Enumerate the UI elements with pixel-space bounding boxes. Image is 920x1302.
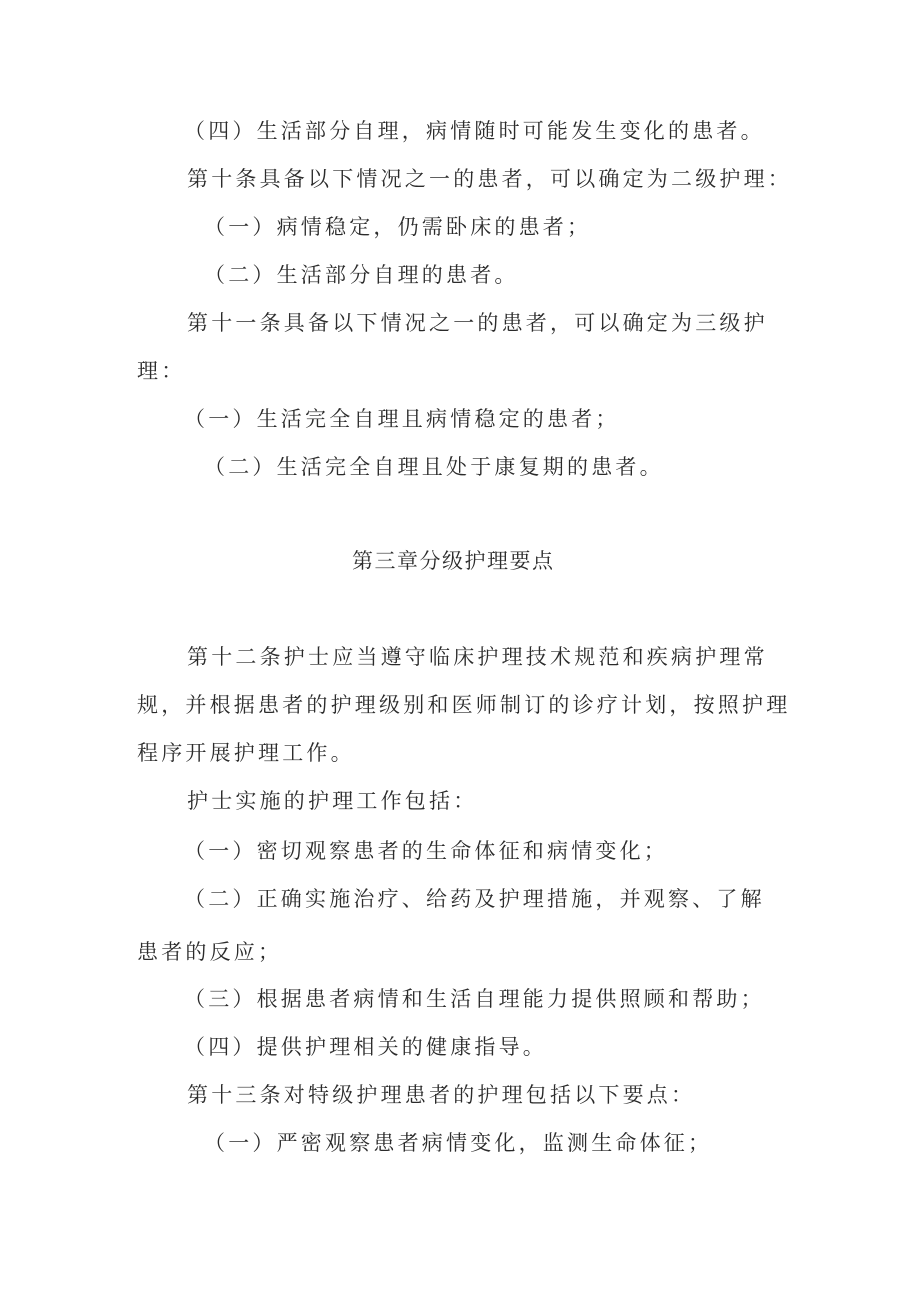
list-item-line: （二）生活完全自理且处于康复期的患者。 — [204, 455, 664, 479]
article-10-line: 第十条具备以下情况之一的患者，可以确定为二级护理： — [187, 167, 792, 191]
list-item-line: （二）生活部分自理的患者。 — [204, 263, 519, 287]
paragraph-continuation-line: 程序开展护理工作。 — [137, 741, 355, 765]
paragraph-continuation-line: 规，并根据患者的护理级别和医师制订的诊疗计划，按照护理 — [137, 693, 791, 717]
chapter-heading: 第三章分级护理要点 — [352, 549, 555, 573]
paragraph-line: 护士实施的护理工作包括： — [187, 789, 478, 813]
list-item-line: （四）提供护理相关的健康指导。 — [184, 1035, 547, 1059]
paragraph-line: （四）生活部分自理，病情随时可能发生变化的患者。 — [184, 119, 765, 143]
list-item-line: （三）根据患者病情和生活自理能力提供照顾和帮助； — [184, 987, 765, 1011]
article-11-line: 第十一条具备以下情况之一的患者，可以确定为三级护 — [187, 311, 768, 335]
list-item-line: （一）生活完全自理且病情稳定的患者； — [184, 407, 620, 431]
article-13-line: 第十三条对特级护理患者的护理包括以下要点： — [187, 1083, 696, 1107]
list-item-line: （一）严密观察患者病情变化，监测生命体征； — [204, 1131, 713, 1155]
list-item-line: （二）正确实施治疗、给药及护理措施，并观察、了解 — [184, 887, 765, 911]
paragraph-continuation-line: 患者的反应； — [137, 940, 283, 964]
paragraph-continuation-line: 理： — [137, 359, 186, 383]
list-item-line: （一）密切观察患者的生命体征和病情变化； — [184, 839, 668, 863]
list-item-line: （一）病情稳定，仍需卧床的患者； — [204, 215, 592, 239]
article-12-line: 第十二条护士应当遵守临床护理技术规范和疾病护理常 — [187, 645, 768, 669]
